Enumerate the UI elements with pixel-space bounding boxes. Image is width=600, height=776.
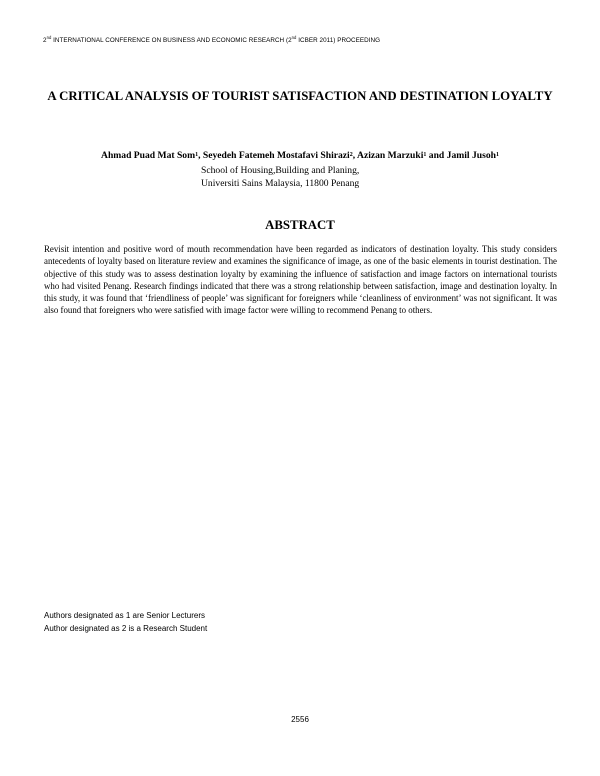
author-name: Seyedeh Fatemeh Mostafavi Shirazi (202, 150, 350, 161)
footnote: Authors designated as 1 are Senior Lecturers (44, 611, 205, 620)
author-name: Azizan Marzuki (357, 150, 424, 161)
running-head-text-3: ICBER 2011) PROCEEDING (296, 37, 381, 44)
running-head-superscript-2: nd (291, 35, 297, 40)
footnote: Author designated as 2 is a Research Student (44, 624, 208, 633)
author-name: Ahmad Puad Mat Som (101, 150, 196, 161)
running-head (43, 37, 380, 44)
author-name: Jamil Jusoh (446, 150, 496, 161)
paper-title: A CRITICAL ANALYSIS OF TOURIST SATISFACTION AND DESTINATION LOYALTY (47, 89, 553, 103)
author-affiliation-mark: 1 (423, 152, 427, 158)
author-separator: , (198, 150, 203, 161)
running-head-text-1: 2 (43, 37, 47, 44)
abstract-body: Revisit intention and positive word of mouth recommendation have been regarded as indicators of destination loyalty. This study considers antecedents of loyalty based on literature review and examines the significance of image, as one of the basic elements in tourist destination. The objective of this study was to assess destination loyalty by examining the influence of satisfaction and image factors on international tourists who had visited Penang. Research findings indicated that there was a strong relationship between satisfaction, image and destination loyalty. In this study, it was found that ‘friendliness of people’ was significant for foreigners while ‘cleanliness of environment’ was not significant. It was also found that foreigners who were satisfied with image factor were willing to recommend Penang to others. (44, 244, 557, 316)
running-head-text-2: INTERNATIONAL CONFERENCE ON BUSINESS AND ECONOMIC RESEARCH (2 (51, 37, 292, 44)
footnotes (44, 609, 207, 635)
page-number: 2556 (291, 715, 309, 724)
running-head-superscript-1: nd (46, 35, 52, 40)
author-affiliation-mark: 1 (495, 152, 499, 158)
abstract-heading: ABSTRACT (265, 218, 335, 232)
author-affiliation-mark: 1 (195, 152, 199, 158)
affiliation (201, 164, 359, 190)
author-affiliation-mark: 2 (349, 152, 353, 158)
affiliation-line-2: Universiti Sains Malaysia, 11800 Penang (201, 178, 360, 189)
author-list (40, 150, 560, 162)
affiliation-line-1: School of Housing,Building and Planing, (201, 165, 360, 176)
author-separator: and (426, 150, 447, 161)
author-separator: , (352, 150, 358, 161)
